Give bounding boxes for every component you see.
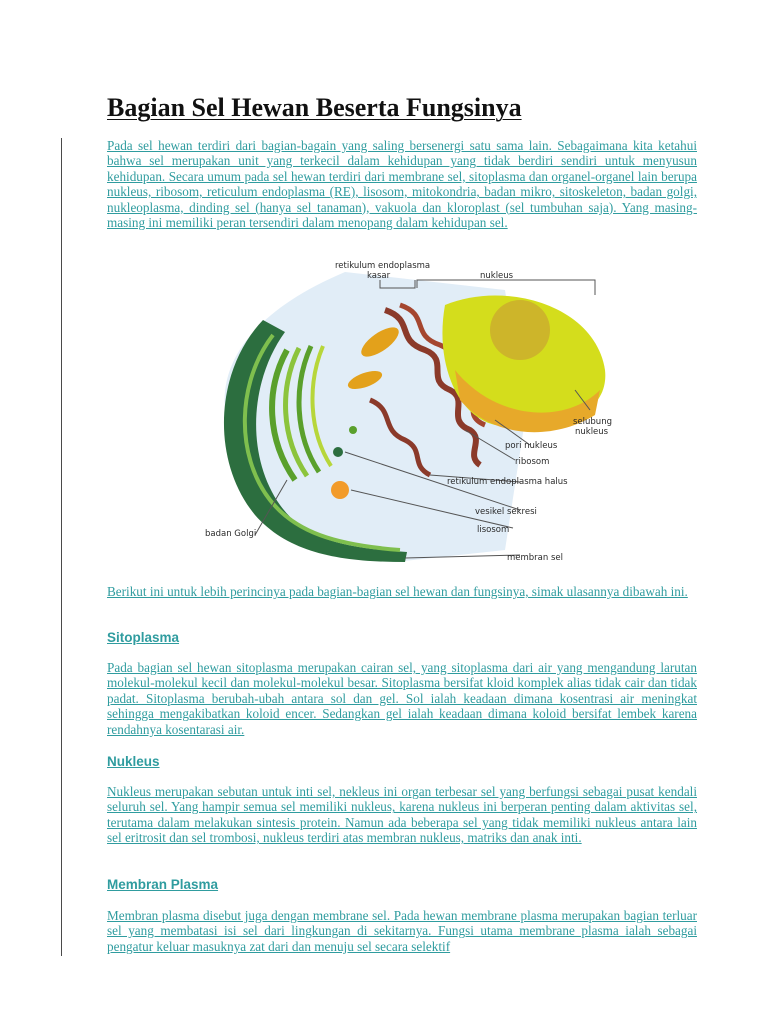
label-nuclear-envelope-2: nukleus: [575, 427, 609, 437]
lysosome-shape: [331, 481, 349, 499]
label-golgi: badan Golgi: [205, 529, 257, 539]
label-secretory-vesicle: vesikel sekresi: [475, 507, 537, 517]
section-heading-membran-plasma[interactable]: Membran Plasma: [107, 877, 219, 892]
label-lysosome: lisosom: [477, 525, 510, 535]
intro-paragraph[interactable]: Pada sel hewan terdiri dari bagian-bagain yang saling bersenergi satu sama lain. Sebagaimana kita ketahui bahwa sel merupakan unit yang terkecil dalam kehidupan yang tidak berdiri sendiri untuk menyusun kehidupan. Secara umum pada sel hewan terdiri dari membrane sel, sitoplasma dan organel-organel lain berupa nukleus, ribosom, reticulum endoplasma (RE), lisosom, mitokondria, badan mikro, sitoskeleton, badan golgi, nukleoplasma, dinding sel (hanya sel tanaman), vakuola dan kloroplast (sel tumbuhan saja). Yang masing-masing ini memiliki peran tersendiri dalam menopang dalam kehidupan sel.: [107, 138, 697, 231]
section-heading-sitoplasma[interactable]: Sitoplasma: [107, 630, 180, 645]
label-rough-er-2: kasar: [367, 271, 391, 281]
label-ribosome: ribosom: [515, 457, 550, 467]
page-margin-rule: [61, 138, 62, 956]
section-heading-nukleus[interactable]: Nukleus: [107, 754, 160, 769]
label-smooth-er: retikulum endoplasma halus: [447, 477, 568, 487]
section-text-nukleus[interactable]: Nukleus merupakan sebutan untuk inti sel, nekleus ini organ terbesar sel yang berfungsi sebagai pusat kendali seluruh sel. Yang hampir semua sel memiliki nukleus, karena nukleus ini berperan penting dalam aktivitas sel, terutama dalam melakukan sintesis protein. Namun ada beberapa sel yang tidak memiliki nukleus antara lain sel eritrosit dan sel trombosi, nukleus terdiri atas membran nukleus, matriks dan anak inti.: [107, 784, 697, 846]
label-nucleus: nukleus: [480, 271, 514, 281]
label-rough-er: retikulum endoplasma: [335, 261, 431, 271]
after-figure-paragraph[interactable]: Berikut ini untuk lebih perincinya pada bagian-bagian sel hewan dan fungsinya, simak ulasannya dibawah ini.: [107, 584, 688, 599]
section-text-sitoplasma[interactable]: Pada bagian sel hewan sitoplasma merupakan cairan sel, yang sitoplasma dari air yang mengandung larutan molekul-molekul kecil dan molekul-molekul besar. Sitoplasma bersifat kloid komplek alias tidak cair dan tidak padat. Sitoplasma berubah-ubah antara sol dan gel. Sol ialah keadaan dimana kosentrasi air meningkat sehingga mengakibatkan koloid encer. Sedangkan gel ialah keadaan dimana koloid bersifat lembek karena rendahnya kosentarasi air.: [107, 660, 697, 737]
animal-cell-diagram: [195, 250, 615, 570]
label-nuclear-envelope: selubung: [573, 417, 612, 427]
page-title: Bagian Sel Hewan Beserta Fungsinya: [107, 93, 522, 122]
vesicle-shape: [333, 447, 343, 457]
label-nuclear-pore: pori nukleus: [505, 441, 558, 451]
nucleolus-shape: [490, 300, 550, 360]
label-cell-membrane: membran sel: [507, 553, 563, 563]
section-text-membran-plasma[interactable]: Membran plasma disebut juga dengan membrane sel. Pada hewan membrane plasma merupakan bagian terluar sel yang membatasi isi sel dari lingkungan di sekitarnya. Fungsi utama membrane plasma ialah sebagai pengatur keluar masuknya zat dari dan menuju sel secara selektif: [107, 908, 697, 954]
